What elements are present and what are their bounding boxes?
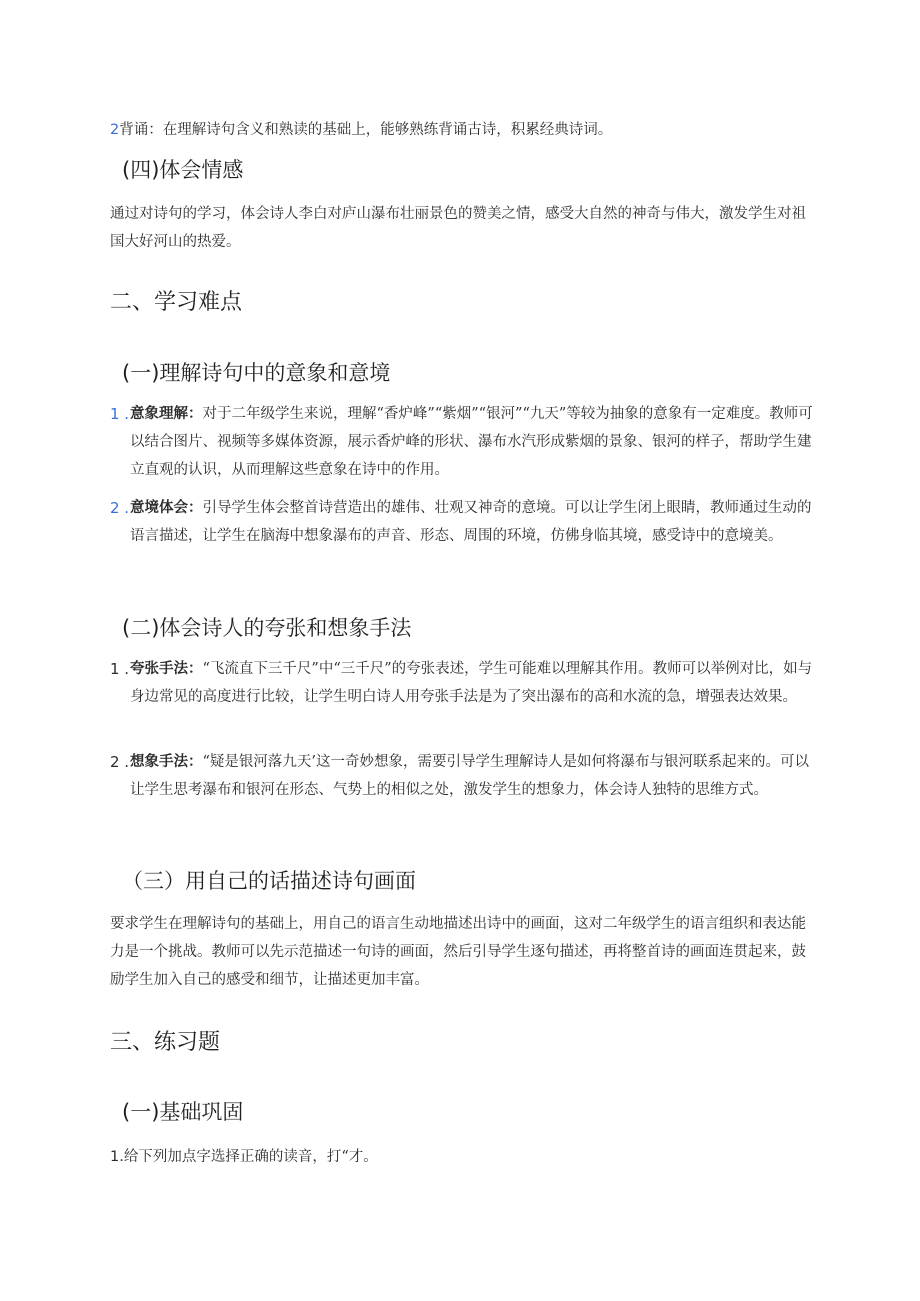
list-item xyxy=(110,655,815,711)
item-text: “疑是银河落九天’这一奇妙想象，需要引导学生理解诗人是如何将瀑布与银河联系起来的。可以让学生思考瀑布和银河在形态、气势上的相似之处，激发学生的想象力，体会诗人独特的思维方式。 xyxy=(130,754,810,798)
part-3-sub-1-heading xyxy=(122,1097,822,1127)
part-2-sub-3-paragraph xyxy=(110,910,810,994)
section-4-heading xyxy=(122,155,822,185)
part-2-sub-2-heading xyxy=(122,613,822,643)
list-marker: 2 . xyxy=(110,499,130,517)
list-item xyxy=(110,494,815,550)
item-lead: 想象手法： xyxy=(130,753,203,770)
recite-line xyxy=(110,116,810,144)
part-2-sub-3-heading xyxy=(122,866,822,896)
list-marker: 2 . xyxy=(110,753,130,771)
list-item xyxy=(110,400,815,484)
section-4-paragraph xyxy=(110,200,810,256)
question-text: 给下列加点字选择正确的读音，打“才。 xyxy=(123,1149,378,1165)
item-lead: 意象理解： xyxy=(130,405,203,422)
heading-text: 二、学习难点 xyxy=(110,290,243,315)
list-marker: 1 . xyxy=(110,660,130,678)
item-lead: 夸张手法： xyxy=(130,660,203,677)
item-text: 引导学生体会整首诗营造出的雄伟、壮观又神奇的意境。可以让学生闭上眼睛，教师通过生动的语言描述，让学生在脑海中想象瀑布的声音、形态、周围的环境，仿佛身临其境，感受诗中的意境美。 xyxy=(130,500,812,544)
heading-text: 三、练习题 xyxy=(110,1030,221,1055)
paragraph-text: 通过对诗句的学习，体会诗人李白对庐山瀑布壮丽景色的赞美之情，感受大自然的神奇与伟大，激发学生对祖国大好河山的热爱。 xyxy=(110,206,806,250)
item-text: “飞流直下三千尺”中“三千尺”的夸张表述，学生可能难以理解其作用。教师可以举例对比，如与身边常见的高度进行比较，让学生明白诗人用夸张手法是为了突出瀑布的高和水流的急，增强表达效果。 xyxy=(130,661,813,705)
heading-text: (一)理解诗句中的意象和意境 xyxy=(122,361,391,385)
question-number: 1. xyxy=(110,1149,124,1165)
part-3-heading xyxy=(110,1028,810,1058)
heading-text: (四)体会情感 xyxy=(122,158,244,182)
heading-text: （三）用自己的话描述诗句画面 xyxy=(122,869,416,893)
item-lead: 意境体会： xyxy=(130,499,203,516)
list-item xyxy=(110,748,815,804)
list-marker: 1 . xyxy=(110,405,130,423)
heading-text: (一)基础巩固 xyxy=(122,1100,244,1124)
item-text: 对于二年级学生来说，理解“香炉峰”“紫烟”“银河”“九天”等较为抽象的意象有一定难度。教师可以结合图片、视频等多媒体资源，展示香炉峰的形状、瀑布水汽形成紫烟的景象、银河的样子，帮助学生建立直观的认识，从而理解这些意象在诗中的作用。 xyxy=(130,406,813,478)
recite-number: 2 xyxy=(110,122,120,138)
heading-text: (二)体会诗人的夸张和想象手法 xyxy=(122,616,412,640)
paragraph-text: 要求学生在理解诗句的基础上，用自己的语言生动地描述出诗中的画面，这对二年级学生的语言组织和表达能力是一个挑战。教师可以先示范描述一句诗的画面，然后引导学生逐句描述，再将整首诗的画面连贯起来，鼓励学生加入自己的感受和细节，让描述更加丰富。 xyxy=(110,916,806,988)
part-2-heading xyxy=(110,288,810,318)
question-1 xyxy=(110,1143,810,1171)
part-2-sub-1-heading xyxy=(122,358,822,388)
recite-text: 背诵：在理解诗句含义和熟读的基础上，能够熟练背诵古诗，积累经典诗词。 xyxy=(119,122,613,138)
